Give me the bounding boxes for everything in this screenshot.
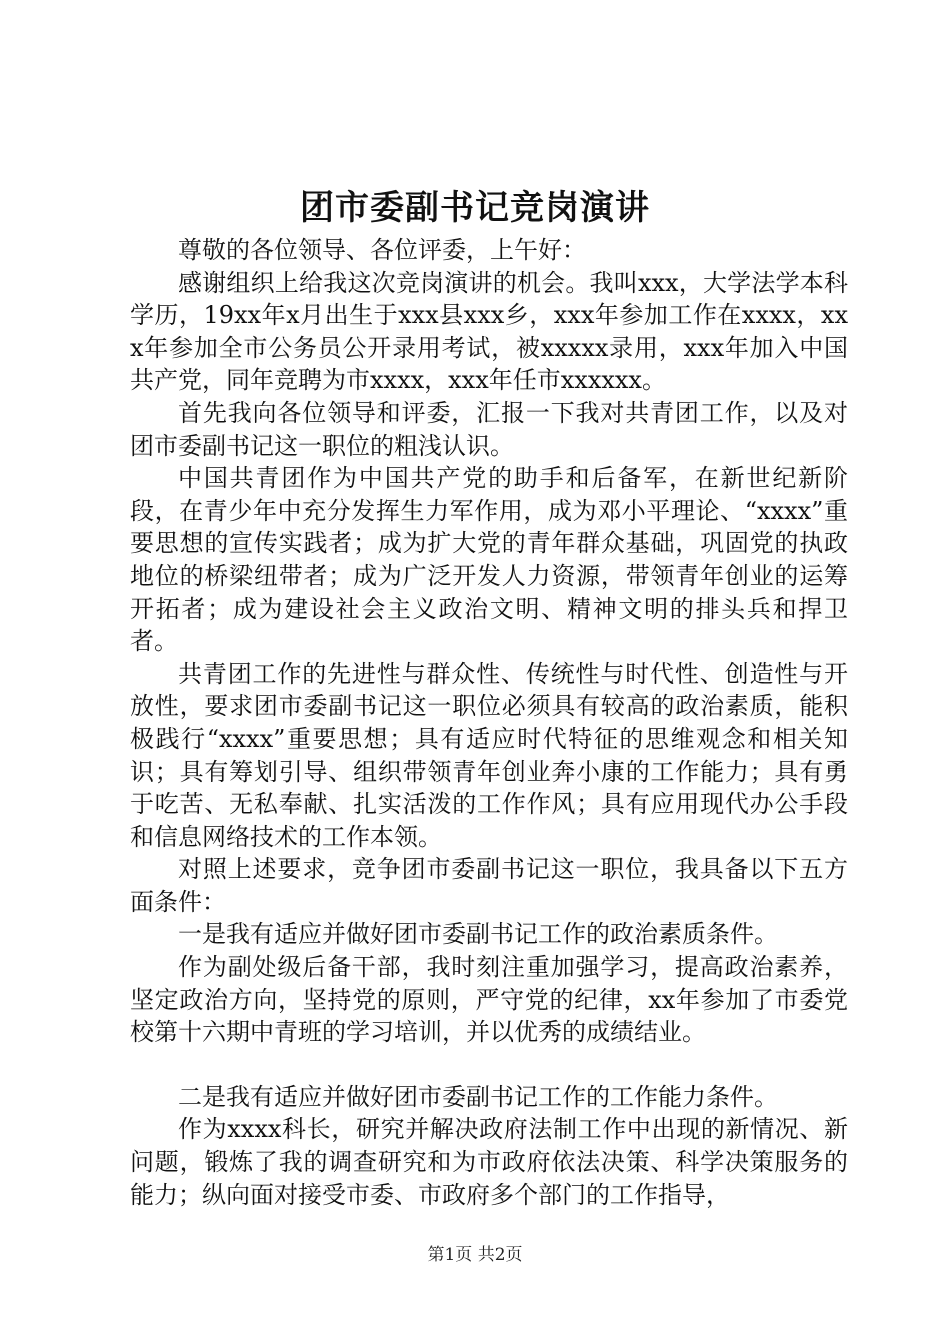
paragraph-condition-two: 二是我有适应并做好团市委副书记工作的工作能力条件。 xyxy=(178,1082,778,1111)
paragraph-report-intro: 首先我向各位领导和评委，汇报一下我对共青团工作，以及对团市委副书记这一职位的粗浅认识。 xyxy=(130,398,848,460)
paragraph-position-requirements: 共青团工作的先进性与群众性、传统性与时代性、创造性与开放性，要求团市委副书记这一职位必须具有较高的政治素质，能积极践行“xxxx”重要思想；具有适应时代特征的思维观念和相关知识；具有筹划引导、组织带领青年创业奔小康的工作能力；具有勇于吃苦、无私奉献、扎实活泼的工作作风；具有应用现代办公手段和信息网络技术的工作本领。 xyxy=(130,659,848,851)
document-title: 团市委副书记竞岗演讲 xyxy=(300,188,650,228)
page-footer: 第1页 共2页 xyxy=(427,1245,523,1265)
paragraph-condition-two-detail: 作为xxxx科长，研究并解决政府法制工作中出现的新情况、新问题，锻炼了我的调查研究和为市政府依法决策、科学决策服务的能力；纵向面对接受市委、市政府多个部门的工作指导， xyxy=(130,1115,848,1209)
greeting-paragraph: 尊敬的各位领导、各位评委，上午好： xyxy=(178,236,586,264)
document-body xyxy=(130,234,848,1211)
paragraph-condition-one-detail: 作为副处级后备干部，我时刻注重加强学习，提高政治素养，坚定政治方向，坚持党的原则，严守党的纪律，xx年参加了市委党校第十六期中青班的学习培训，并以优秀的成绩结业。 xyxy=(130,953,848,1047)
paragraph-league-role: 中国共青团作为中国共产党的助手和后备军，在新世纪新阶段，在青少年中充分发挥生力军作用，成为邓小平理论、“xxxx”重要思想的宣传实践者；成为扩大党的青年群众基础，巩固党的执政地位的桥梁纽带者；成为广泛开发人力资源，带领青年创业的运筹开拓者；成为建设社会主义政治文明、精神文明的排头兵和捍卫者。 xyxy=(130,464,848,656)
paragraph-introduction: 感谢组织上给我这次竞岗演讲的机会。我叫xxx，大学法学本科学历，19xx年x月出生于xxx县xxx乡，xxx年参加工作在xxxx，xxx年参加全市公务员公开录用考试，被xxxxx录用，xxx年加入中国共产党，同年竞聘为市xxxx，xxx年任市xxxxxx。 xyxy=(130,268,848,395)
paragraph-five-conditions: 对照上述要求，竞争团市委副书记这一职位，我具备以下五方面条件： xyxy=(130,855,848,916)
paragraph-condition-one: 一是我有适应并做好团市委副书记工作的政治素质条件。 xyxy=(178,920,778,949)
